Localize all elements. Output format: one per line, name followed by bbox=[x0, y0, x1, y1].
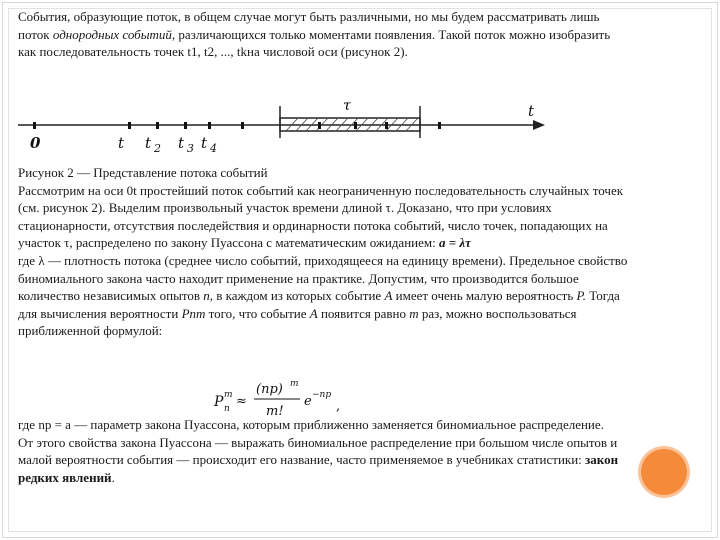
poisson-approximation-formula bbox=[212, 378, 342, 420]
axis-arrow-icon bbox=[533, 120, 545, 130]
conclusion-paragraph bbox=[18, 416, 628, 486]
label-t4-t: t bbox=[201, 134, 208, 152]
var-A: A bbox=[384, 288, 393, 304]
text-fragment: того, что событие bbox=[205, 305, 310, 321]
label-t2-t: t bbox=[145, 134, 152, 152]
tau-label: τ bbox=[343, 98, 351, 114]
formula-exp-sup: −np bbox=[312, 390, 332, 400]
event-point bbox=[438, 122, 441, 129]
event-point bbox=[241, 122, 244, 129]
formula-denominator: m! bbox=[266, 404, 284, 419]
event-point bbox=[208, 122, 211, 129]
event-point bbox=[33, 122, 36, 129]
var-m: m bbox=[409, 305, 419, 321]
figure-caption: Рисунок 2 — Представление потока событий bbox=[18, 165, 268, 180]
text-fragment: раз, можно воспользоваться приближенной формулой: bbox=[18, 305, 577, 339]
text-fragment: имеет очень малую вероятность bbox=[392, 288, 577, 304]
var-P: P. bbox=[576, 288, 587, 304]
label-t4-sub: 4 bbox=[210, 142, 217, 155]
formula-num-sup: m bbox=[290, 379, 299, 389]
intro-italic: однородных событий, bbox=[52, 26, 176, 42]
event-point bbox=[318, 122, 321, 129]
axis-label-t: t bbox=[528, 102, 535, 120]
label-zero: 0 bbox=[30, 134, 41, 152]
text-fragment: Тогда для вычисления вероятности bbox=[18, 288, 620, 321]
main-paragraph bbox=[18, 164, 628, 340]
event-stream-diagram bbox=[18, 98, 558, 158]
formula-sub-n: n bbox=[224, 404, 230, 414]
event-point bbox=[184, 122, 187, 129]
sentence-end: . bbox=[111, 469, 115, 485]
formula-sup-m: m bbox=[224, 390, 233, 400]
label-t2-sub: 2 bbox=[154, 142, 161, 155]
var-A-2: A bbox=[309, 305, 318, 321]
label-t3-sub: 3 bbox=[187, 142, 194, 155]
poisson-intro-text: Рассмотрим на оси 0t простейший поток событий как неограниченную последовательность случайных точек (см. рисунок 2). Выделим произвольный участок времени длиной τ. Доказано, что при условиях стационарности, отсутствия последействия и ординарности потока событий, число точек, попадающих на участок τ, распределено по закону Пуассона с математическим ожиданием: bbox=[18, 182, 624, 251]
intro-text-2: различающихся только моментами появления. Такой поток можно изобразить как последовательность точек t1, t2, ..., tkна числовой оси (рисунок 2). bbox=[18, 26, 611, 60]
formula-comma: , bbox=[336, 399, 341, 414]
intro-text-1: События, образующие поток, в общем случае могут быть различными, но мы будем рассматривать лишь поток bbox=[18, 9, 600, 42]
var-Pnm: Pnm bbox=[181, 305, 206, 321]
text-fragment: в каждом из которых событие bbox=[212, 288, 385, 304]
limit-property-text: где λ — плотность потока (среднее число событий, приходящееся на единицу времени). Предельное свойство биномиального закона часто находит применение на практике. Допустим, что производится большое количество независимых опытов bbox=[18, 252, 628, 304]
text-fragment: появится равно bbox=[317, 305, 410, 321]
event-point bbox=[156, 122, 159, 129]
point-labels bbox=[30, 102, 535, 155]
label-t3-t: t bbox=[178, 134, 185, 152]
event-point bbox=[354, 122, 357, 129]
formula-approx: ≈ bbox=[236, 394, 247, 409]
event-point bbox=[128, 122, 131, 129]
formula-numerator: (np) bbox=[256, 382, 283, 397]
intro-paragraph bbox=[18, 8, 628, 61]
rare-events-law: закон редких явлений bbox=[18, 452, 619, 485]
poisson-parameter-text: где np = a — параметр закона Пуассона, которым приближенно заменяется биномиальное распределение. bbox=[18, 417, 604, 432]
label-t1: t bbox=[118, 134, 125, 152]
expectation-formula: a = λτ bbox=[438, 235, 471, 251]
event-point bbox=[385, 122, 388, 129]
decorative-orange-circle bbox=[641, 449, 687, 495]
var-n: n, bbox=[203, 288, 213, 304]
rare-events-text: От этого свойства закона Пуассона — выражать биномиальное распределение при большом числе опытов и малой вероятности события — происходит его название, часто применяемое в учебниках статистики: bbox=[18, 434, 618, 468]
formula-e: e bbox=[304, 394, 312, 409]
formula-P: P bbox=[214, 394, 224, 410]
